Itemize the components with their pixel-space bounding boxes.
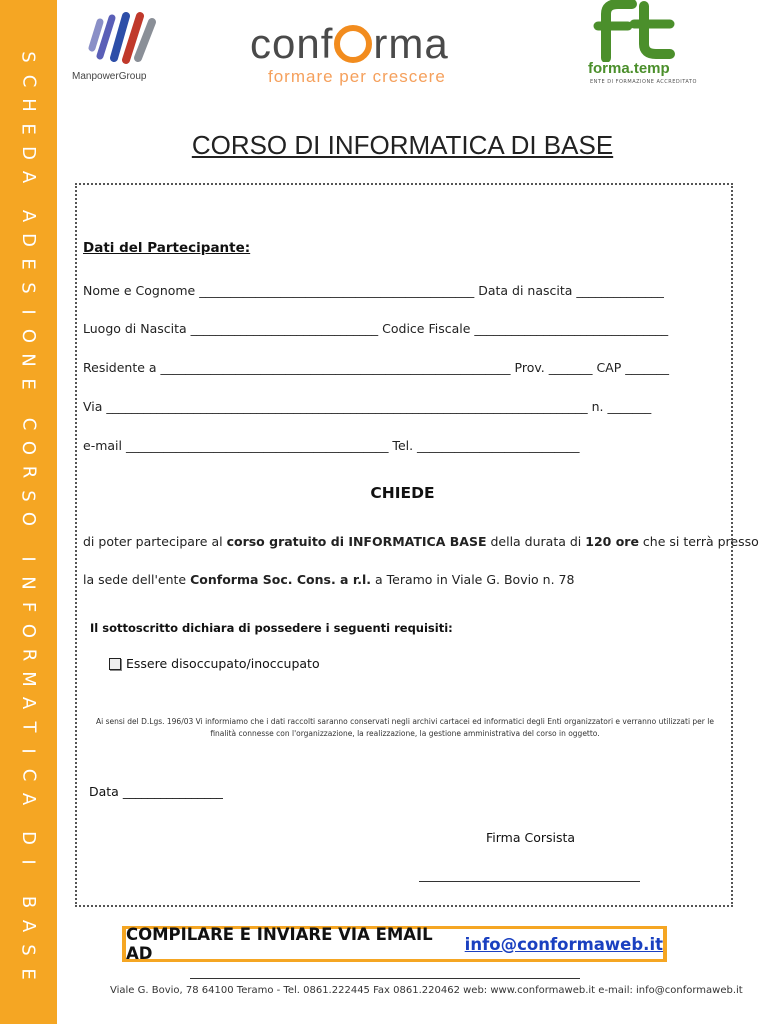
page-title: CORSO DI INFORMATICA DI BASE <box>191 130 614 160</box>
signature-label: Firma Corsista <box>486 830 576 845</box>
request-text: a Teramo in Viale G. Bovio n. 78 <box>371 572 575 587</box>
sidebar-letter: O <box>17 440 39 455</box>
requirement-option[interactable] <box>109 656 320 671</box>
name-birthdate-field[interactable]: Nome e Cognome ____________________________________________ Data di nascita ______________ <box>83 283 664 298</box>
sidebar-letter: A <box>17 792 39 805</box>
sidebar-letter: E <box>18 123 39 135</box>
email-link[interactable]: info@conformaweb.it <box>464 934 663 954</box>
request-line-2 <box>83 572 574 587</box>
sidebar-letter: E <box>18 378 39 390</box>
request-text: della durata di <box>486 534 586 549</box>
sidebar-letter: A <box>17 210 39 223</box>
date-field[interactable]: Data ________________ <box>89 784 223 799</box>
sidebar-letter: S <box>18 489 39 502</box>
sidebar-letter: I <box>18 859 39 865</box>
signature-line[interactable] <box>419 881 640 882</box>
manpowergroup-logo <box>72 8 172 88</box>
sidebar-letter: R <box>17 648 39 662</box>
sidebar-vertical-text <box>4 48 52 983</box>
request-text: che si terrà presso <box>638 534 759 549</box>
sidebar-letter: I <box>18 748 39 754</box>
birthplace-taxcode-field[interactable]: Luogo di Nascita ______________________________ Codice Fiscale _______________________________ <box>83 321 669 336</box>
sidebar-letter: O <box>17 328 39 344</box>
banner-content <box>126 925 663 963</box>
sidebar-letter: E <box>18 258 39 270</box>
chiede-heading: CHIEDE <box>370 484 435 502</box>
sidebar-letter: C <box>17 768 39 781</box>
request-text: di poter partecipare al <box>83 534 227 549</box>
banner-label: COMPILARE E INVIARE VIA EMAIL AD <box>126 925 433 963</box>
sidebar-letter: A <box>17 919 39 933</box>
sidebar-letter: I <box>18 556 39 562</box>
sidebar-letter: O <box>17 512 39 527</box>
request-line-1 <box>83 534 759 549</box>
footer-contacts: Viale G. Bovio, 78 64100 Teramo - Tel. 0861.222445 Fax 0861.220462 web: www.conformaweb.it e-mail: info@conformaweb.it <box>110 985 743 996</box>
sidebar-letter: H <box>17 98 39 112</box>
organization-name: Conforma Soc. Cons. a r.l. <box>190 572 372 587</box>
sidebar-letter: S <box>18 282 39 294</box>
sidebar-letter: T <box>18 721 39 733</box>
footer-divider <box>190 978 580 979</box>
course-hours: 120 ore <box>585 534 639 549</box>
sidebar-letter: E <box>18 968 39 980</box>
sidebar-letter: N <box>18 353 39 367</box>
requirement-label: Essere disoccupato/inoccupato <box>126 656 320 671</box>
formatemp-subtitle: ENTE DI FORMAZIONE ACCREDITATO <box>590 79 697 85</box>
sidebar-letter: D <box>18 233 39 248</box>
course-name: corso gratuito di INFORMATICA BASE <box>226 534 487 549</box>
sidebar-letter: R <box>17 465 39 478</box>
conforma-ring-icon <box>334 25 372 63</box>
sidebar-letter: D <box>18 145 39 160</box>
sidebar-letter: A <box>17 170 39 183</box>
sidebar-letter: S <box>18 944 39 956</box>
address-field[interactable]: Via _____________________________________________________________________________ n. _______ <box>83 399 652 414</box>
request-text: la sede dell'ente <box>83 572 191 587</box>
sidebar-letter: I <box>18 309 39 315</box>
conforma-wordmark-right: rma <box>373 20 449 67</box>
privacy-notice: Ai sensi del D.Lgs. 196/03 Vi informiamo che i dati raccolti saranno conservati negli archivi cartacei ed informatici degli Enti organizzatori e verranno utilizzati per le finalità connesse con l'organizzazione, la realizzazione, la gestione amministrativa del corso in oggetto. <box>96 717 714 738</box>
manpowergroup-wordmark: ManpowerGroup <box>72 71 147 82</box>
requirements-heading: Il sottoscritto dichiara di possedere i seguenti requisiti: <box>90 621 453 635</box>
formatemp-logo <box>588 0 698 92</box>
conforma-tagline: formare per crescere <box>268 67 446 86</box>
sidebar-letter: F <box>17 601 39 613</box>
checkbox[interactable] <box>109 658 121 670</box>
sidebar-letter: O <box>17 623 39 639</box>
participant-heading: Dati del Partecipante: <box>83 240 251 256</box>
residence-field[interactable]: Residente a ________________________________________________________ Prov. _______ CAP _______ <box>83 360 669 375</box>
sidebar-letter: C <box>17 74 39 88</box>
sidebar-letter: C <box>17 417 39 431</box>
conforma-wordmark-left: conf <box>250 20 334 67</box>
submit-instructions-banner <box>122 926 667 962</box>
sidebar-letter: B <box>17 895 39 909</box>
sidebar-letter: D <box>18 831 39 846</box>
ft-mark-icon <box>588 0 688 62</box>
email-phone-field[interactable]: e-mail __________________________________________ Tel. __________________________ <box>83 438 580 453</box>
sidebar-letter: N <box>18 576 39 590</box>
sidebar-letter: A <box>17 696 39 709</box>
manpowergroup-mark-icon <box>72 8 162 70</box>
conforma-logo <box>250 20 540 90</box>
formatemp-wordmark: forma.temp <box>588 60 670 77</box>
sidebar-letter: M <box>18 671 39 687</box>
conforma-wordmark <box>250 20 449 68</box>
sidebar-letter: S <box>18 51 39 63</box>
